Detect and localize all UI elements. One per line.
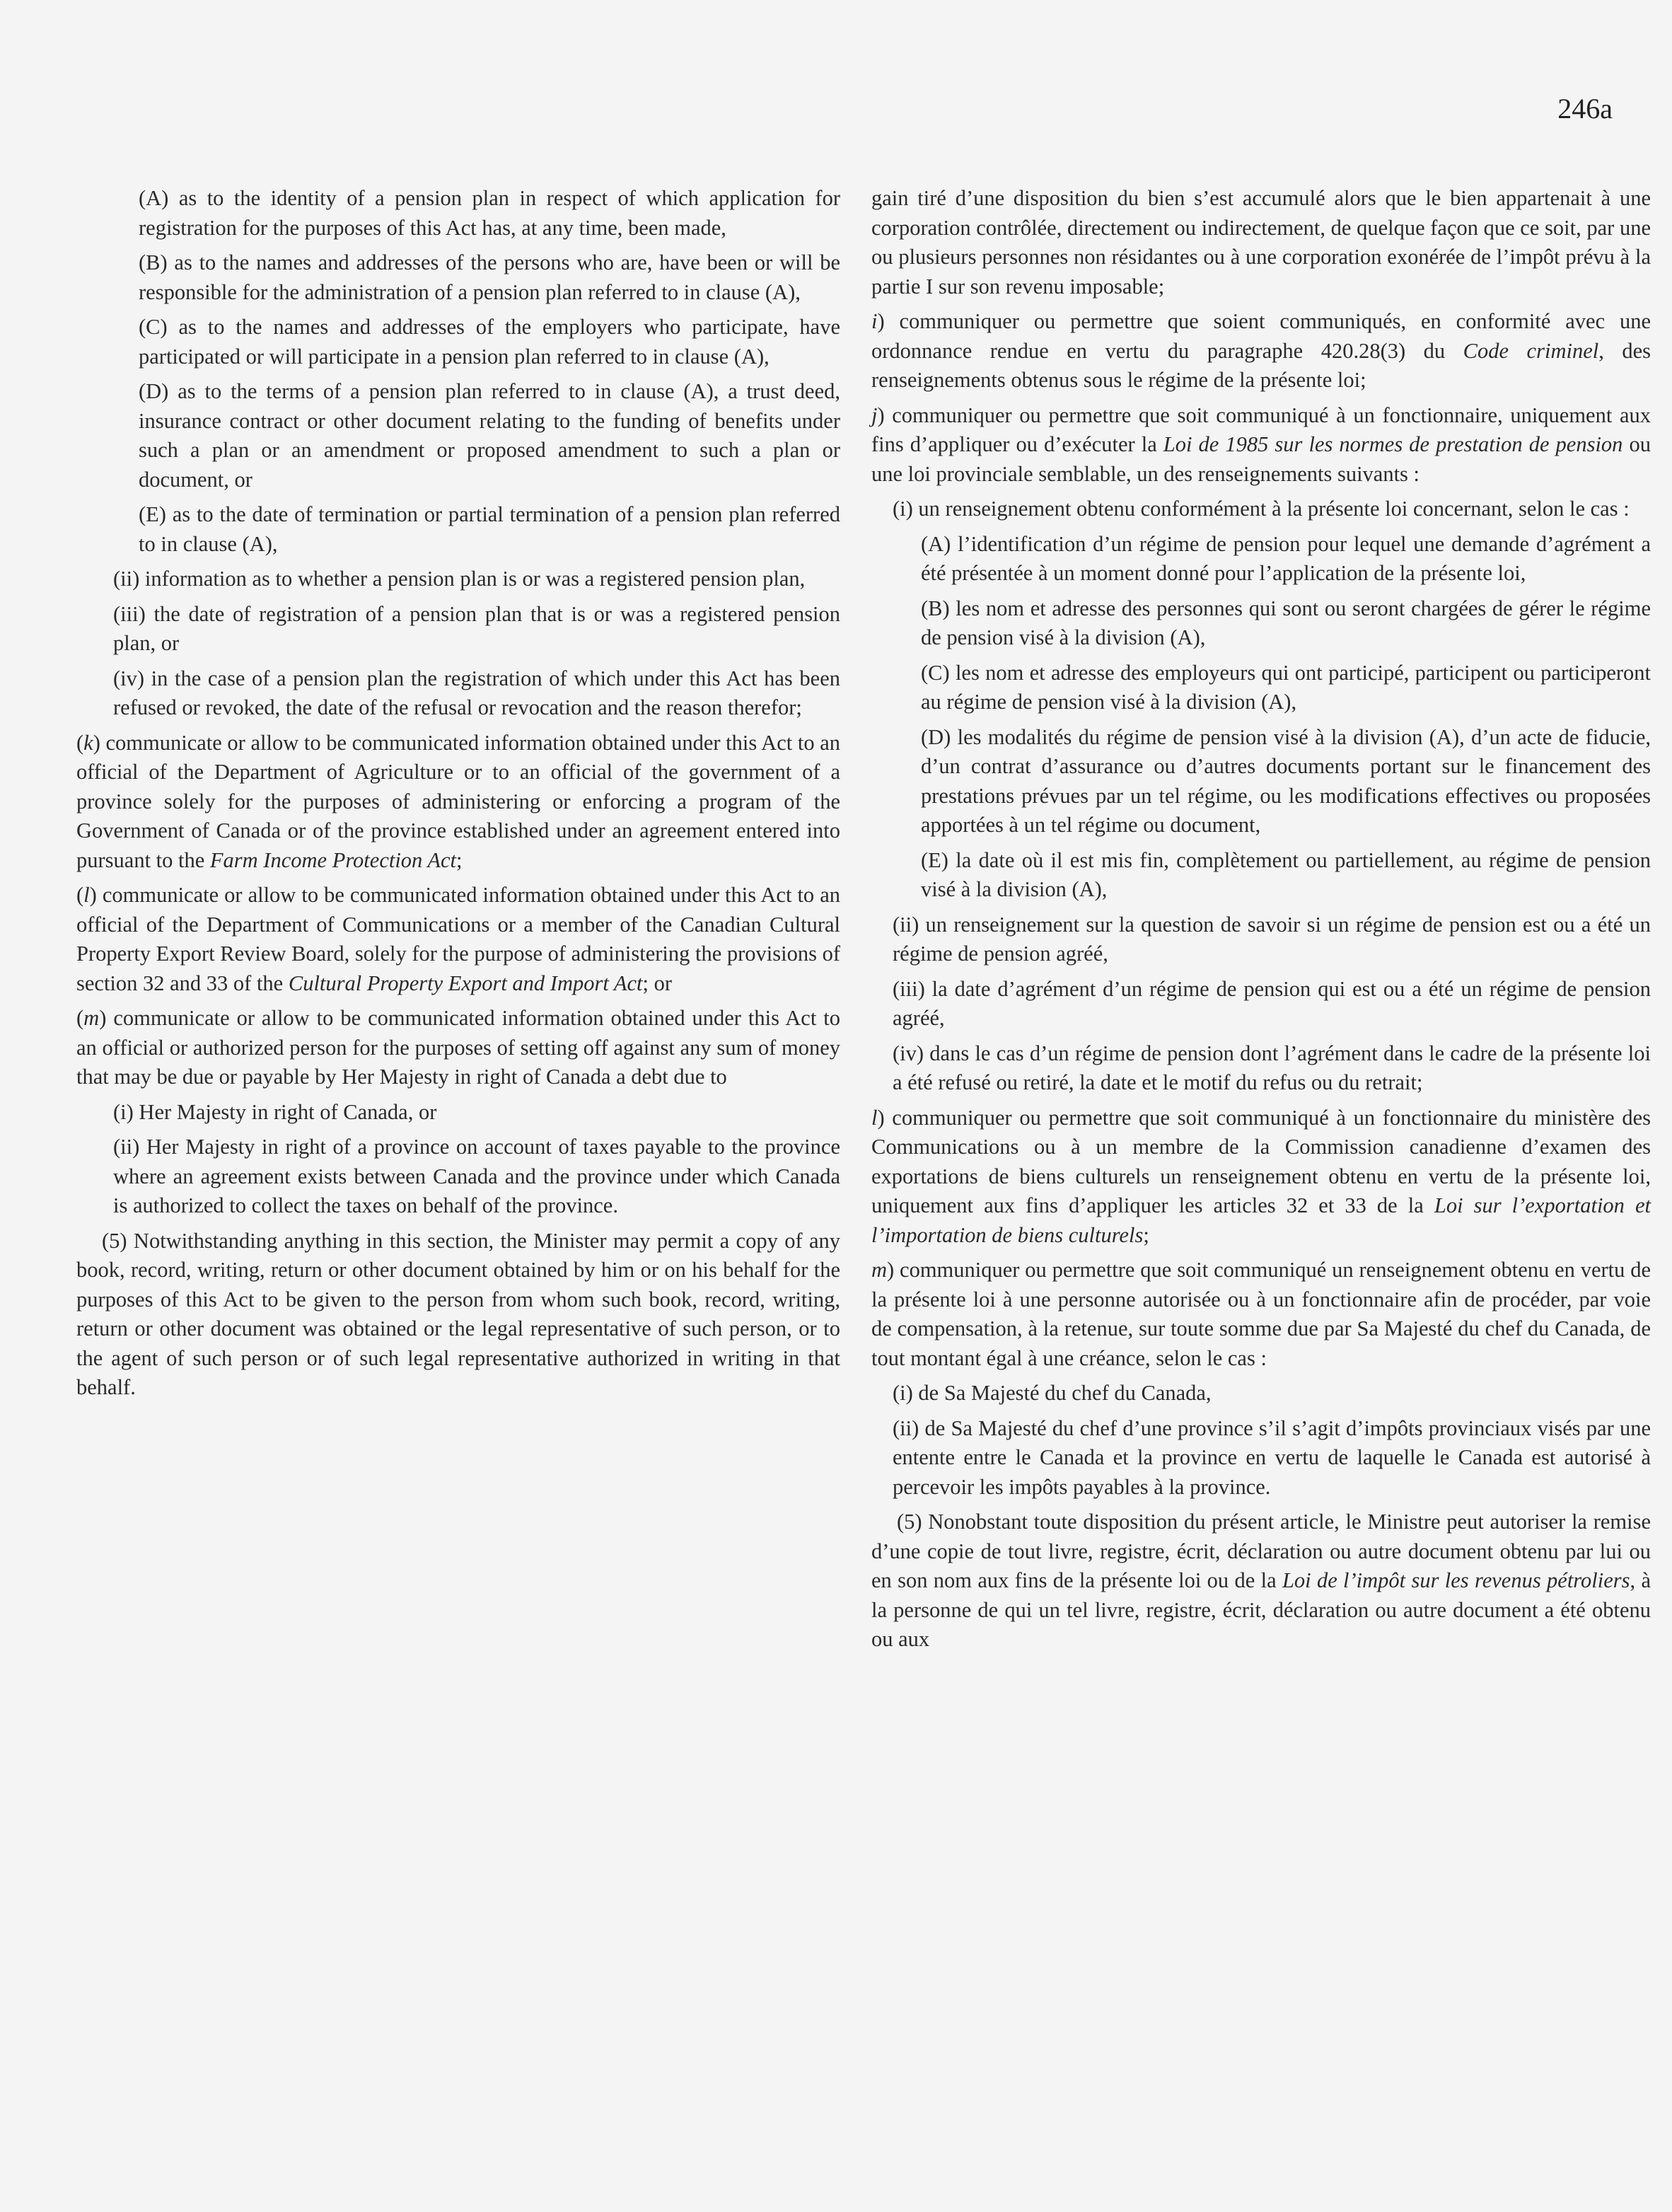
right-paragraph: (iv) dans le cas d’un régime de pension dont l’agrément dans le cadre de la présente loi a été refusé ou retiré, la date et le motif du refus ou du retrait; bbox=[893, 1041, 1651, 1094]
right-paragraph: j) communiquer ou permettre que soit communiqué à un fonctionnaire, uniquement aux fins d’appliquer ou d’exécuter la Loi de 1985 sur les normes de prestation de pension ou une loi provinciale semblable, un des renseignements suivants : bbox=[871, 403, 1651, 486]
left-paragraph: (E) as to the date of termination or partial termination of a pension plan referred to in clause (A), bbox=[139, 502, 840, 556]
right-paragraph: (B) les nom et adresse des personnes qui sont ou seront chargées de gérer le régime de pension visé à la division (A), bbox=[921, 596, 1651, 649]
left-paragraph: (l) communicate or allow to be communicated information obtained under this Act to an official of the Department of Communications or a member of the Canadian Cultural Property Export Review Board, solely for the purpose of administering the provisions of section 32 and 33 of the Cultural Property Export and Import Act; or bbox=[76, 883, 841, 995]
left-paragraph: (ii) Her Majesty in right of a province on account of taxes payable to the province where an agreement exists between Canada and the province under which Canada is authorized to collect the taxes on behalf of the province. bbox=[113, 1135, 840, 1217]
left-paragraph: (D) as to the terms of a pension plan referred to in clause (A), a trust deed, insurance contract or other document relating to the funding of benefits under such a plan or an amendment or proposed amendment to such a plan or document, or bbox=[139, 379, 840, 492]
right-paragraph: (ii) un renseignement sur la question de savoir si un régime de pension est ou a été un régime de pension agréé, bbox=[893, 912, 1651, 966]
french-column bbox=[871, 184, 1651, 1660]
right-paragraph: (A) l’identification d’un régime de pension pour lequel une demande d’agrément a été présentée à un moment donné pour l’application de la présente loi, bbox=[921, 531, 1651, 585]
left-paragraph: (A) as to the identity of a pension plan in respect of which application for registration for the purposes of this Act has, at any time, been made, bbox=[139, 186, 840, 240]
left-paragraph: (C) as to the names and addresses of the employers who participate, have participated or will participate in a pension plan referred to in clause (A), bbox=[139, 315, 840, 369]
right-paragraph: (i) un renseignement obtenu conformément à la présente loi concernant, selon le cas : bbox=[893, 497, 1630, 521]
left-paragraph: (iv) in the case of a pension plan the registration of which under this Act has been refused or revoked, the date of the refusal or revocation and the reason therefor; bbox=[113, 666, 840, 719]
right-paragraph: (i) de Sa Majesté du chef du Canada, bbox=[893, 1381, 1212, 1405]
right-paragraph: (E) la date où il est mis fin, complètement ou partiellement, au régime de pension visé à la division (A), bbox=[921, 847, 1651, 901]
right-paragraph: m) communiquer ou permettre que soit communiqué un renseignement obtenu en vertu de la présente loi à une personne autorisée ou à un fonctionnaire afin de procéder, par voie de compensation, à la retenue, sur toute somme due par Sa Majesté du chef du Canada, de tout montant égal à une créance, selon le cas : bbox=[871, 1258, 1651, 1370]
right-paragraph: (iii) la date d’agrément d’un régime de pension qui est ou a été un régime de pension agréé, bbox=[893, 976, 1651, 1030]
right-paragraph: (ii) de Sa Majesté du chef d’une province s’il s’agit d’impôts provinciaux visés par une entente entre le Canada et la province en vertu de laquelle le Canada est autorisé à percevoir les impôts payables à la province. bbox=[893, 1415, 1651, 1499]
right-paragraph: i) communiquer ou permettre que soient communiqués, en conformité avec une ordonnance rendue en vertu du paragraphe 420.28(3) du Code criminel, des renseignements obtenus sous le régime de la présente loi; bbox=[871, 309, 1651, 392]
left-paragraph: (iii) the date of registration of a pension plan that is or was a registered pension plan, or bbox=[113, 601, 840, 655]
left-paragraph: (i) Her Majesty in right of Canada, or bbox=[113, 1099, 437, 1124]
page-number: 246a bbox=[1557, 93, 1613, 125]
right-paragraph: (5) Nonobstant toute disposition du présent article, le Ministre peut autoriser la remise d’une copie de tout livre, registre, écrit, déclaration ou autre document obtenu par lui ou en son nom aux fins de la présente loi ou de la Loi de l’impôt sur les revenus pétroliers, à la personne de qui un tel livre, registre, écrit, déclaration ou autre document a été obtenu ou aux bbox=[871, 1510, 1651, 1651]
english-column bbox=[76, 184, 840, 1408]
left-paragraph: (k) communicate or allow to be communicated information obtained under this Act to an official of the Department of Agriculture or to an official of the government of a province solely for the purposes of administering or enforcing a program of the Government of Canada or of the province established under an agreement entered into pursuant to the Farm Income Protection Act; bbox=[76, 730, 840, 872]
left-paragraph: (m) communicate or allow to be communicated information obtained under this Act to an official or authorized person for the purposes of setting off against any sum of money that may be due or payable by Her Majesty in right of Canada a debt due to bbox=[76, 1006, 840, 1089]
right-paragraph: gain tiré d’une disposition du bien s’est accumulé alors que le bien appartenait à une corporation contrôlée, directement ou indirectement, de quelque façon que ce soit, par une ou plusieurs personnes non résidantes ou à une corporation exonérée de l’impôt prévu à la partie I sur son revenu imposable; bbox=[871, 186, 1651, 299]
left-paragraph: (B) as to the names and addresses of the persons who are, have been or will be responsible for the administration of a pension plan referred to in clause (A), bbox=[139, 250, 840, 304]
left-paragraph: (ii) information as to whether a pension plan is or was a registered pension plan, bbox=[113, 567, 806, 591]
right-paragraph: (D) les modalités du régime de pension visé à la division (A), d’un acte de fiducie, d’un contrat d’assurance ou d’autres documents portant sur le financement des prestations prévues par un tel régime, ou les modifications effectives ou proposées apportées à un tel régime ou document, bbox=[921, 724, 1651, 837]
left-paragraph: (5) Notwithstanding anything in this section, the Minister may permit a copy of any book, record, writing, return or other document obtained by him or on his behalf for the purposes of this Act to be given to the person from whom such book, record, writing, return or other document was obtained or the legal representative of such person, or to the agent of such person or of such legal representative authorized in writing in that behalf. bbox=[76, 1228, 840, 1399]
right-paragraph: l) communiquer ou permettre que soit communiqué à un fonctionnaire du ministère des Communications ou à un membre de la Commission canadienne d’examen des exportations de biens culturels un renseignement obtenu en vertu de la présente loi, uniquement aux fins d’appliquer les articles 32 et 33 de la Loi sur l’exportation et l’importation de biens culturels; bbox=[871, 1105, 1651, 1247]
right-paragraph: (C) les nom et adresse des employeurs qui ont participé, participent ou participeront au régime de pension visé à la division (A), bbox=[921, 660, 1651, 714]
